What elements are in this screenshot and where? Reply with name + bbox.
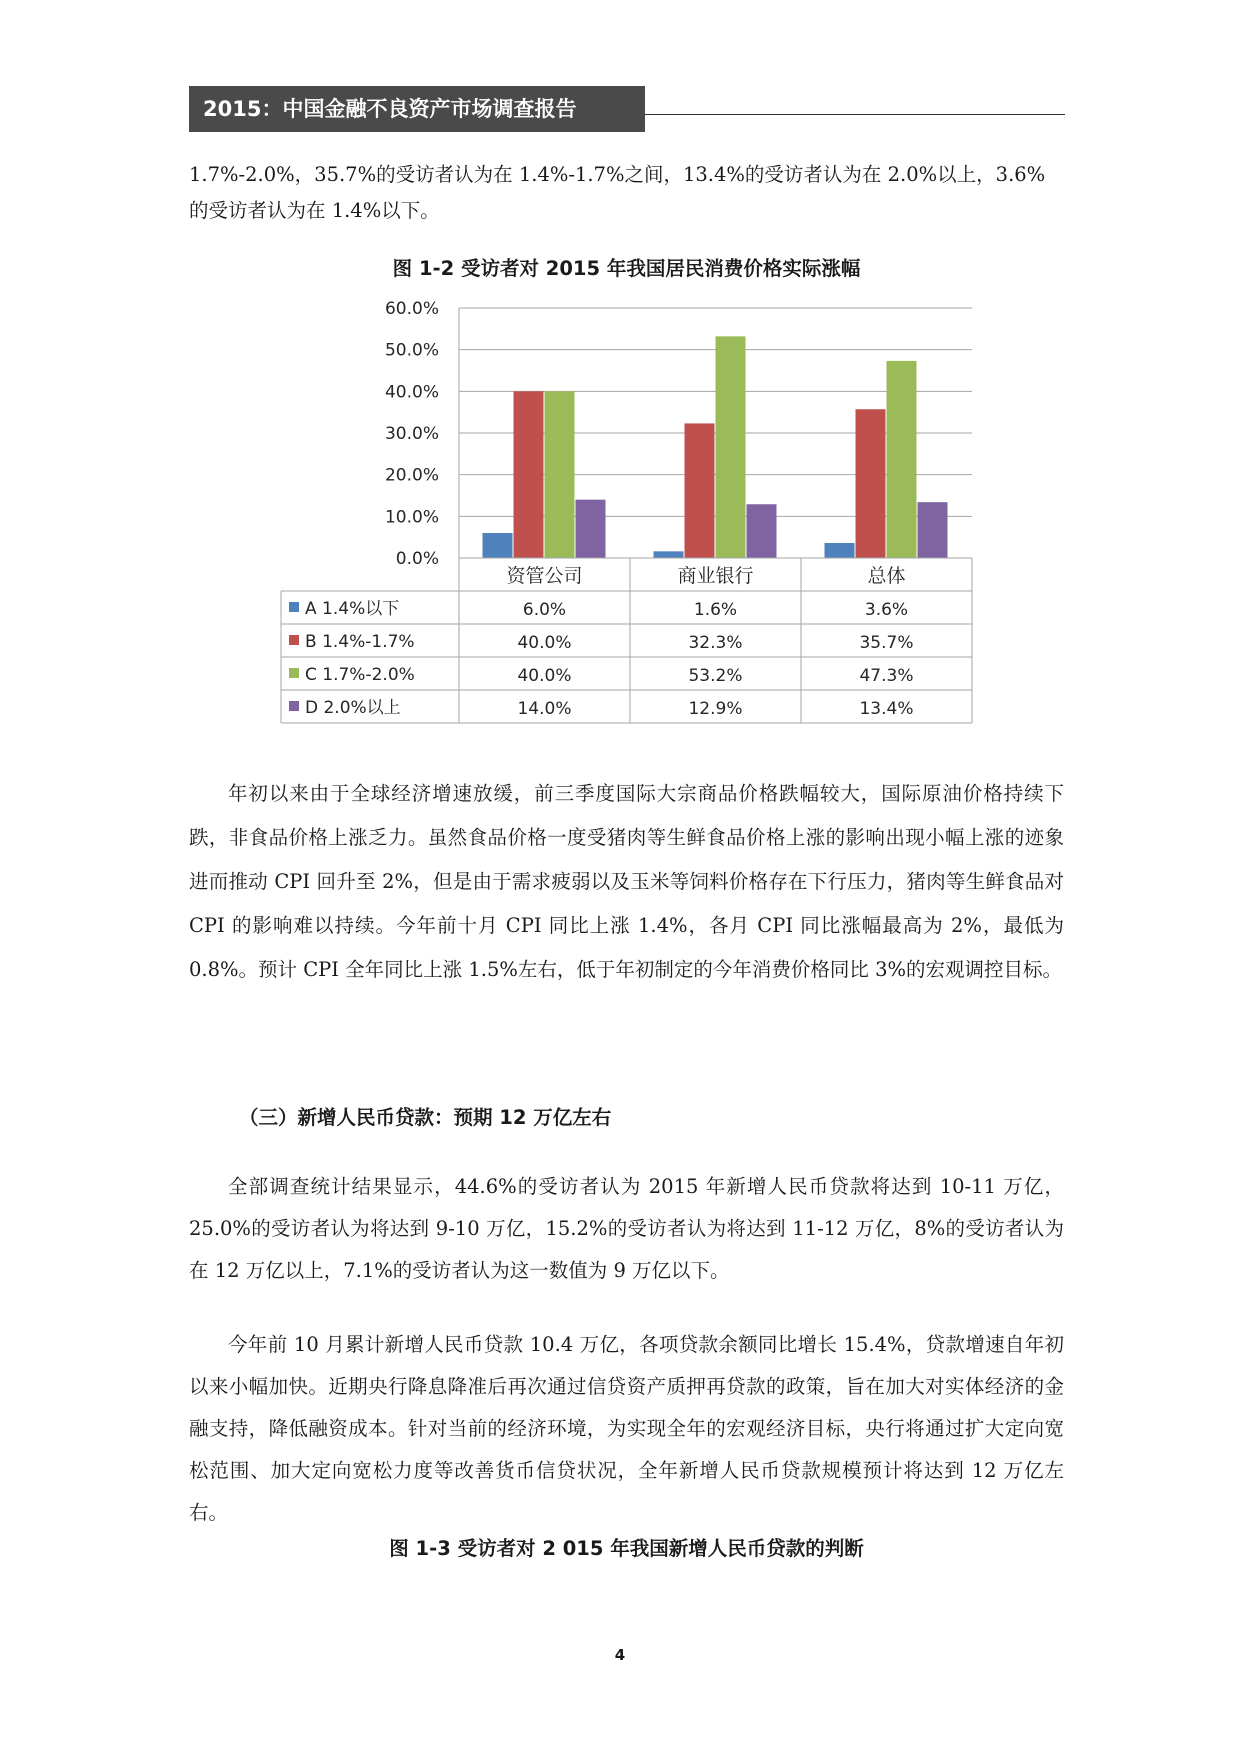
legend-swatch [289,701,299,711]
bar [654,551,684,558]
bar [483,533,513,558]
cpi-bar-chart [0,0,1240,760]
bar [685,423,715,558]
y-tick-label: 30.0% [384,424,439,444]
data-value-label: 35.7% [859,633,914,653]
data-value-label: 13.4% [859,699,914,719]
figure-1-3-caption: 图 1-3 受访者对 2 015 年我国新增人民币贷款的判断 [389,1537,864,1560]
data-value-label: 14.0% [517,699,572,719]
bar [825,543,855,558]
legend-swatch [289,635,299,645]
legend-swatch [289,602,299,612]
bar [545,391,575,558]
y-tick-label: 50.0% [384,340,439,361]
paragraph-continued-end: 的受访者认为在 1.4%以下。 [189,199,440,222]
bar [856,409,886,558]
legend-label: B 1.4%-1.7% [305,632,415,652]
data-value-label: 40.0% [517,666,572,686]
y-tick-label: 0.0% [395,549,439,569]
paragraph-loan-survey: 全部调查统计结果显示，44.6%的受访者认为 2015 年新增人民币贷款将达到 10-11 万亿，25.0%的受访者认为将达到 9-10 万亿，15.2%的受访者认为将达到 11-12 万亿，8%的受访者认为在 12 万亿以上，7.1%的受访者认为这一数值为 9 万亿以下。 [189,1175,1064,1282]
legend-label: D 2.0%以上 [305,698,401,718]
paragraph-loan-outlook: 今年前 10 月累计新增人民币贷款 10.4 万亿，各项贷款余额同比增长 15.4%，贷款增速自年初以来小幅加快。近期央行降息降准后再次通过信贷资产质押再贷款的政策，旨在加大对实体经济的金融支持，降低融资成本。针对当前的经济环境，为实现全年的宏观经济目标，央行将通过扩大定向宽松范围、加大定向宽松力度等改善货币信贷状况，全年新增人民币贷款规模预计将达到 12 万亿左右。 [189,1333,1064,1524]
bar [576,500,606,558]
y-tick-label: 40.0% [384,382,439,403]
legend-swatch [289,668,299,678]
data-value-label: 1.6% [693,600,738,620]
paragraph-continued-line: 1.7%-2.0%，35.7%的受访者认为在 1.4%-1.7%之间，13.4%的受访者认为在 2.0%以上，3.6% [189,163,1046,186]
y-tick-label: 60.0% [384,299,439,319]
data-value-label: 53.2% [688,666,743,686]
y-tick-label: 10.0% [384,507,439,528]
y-tick-label: 20.0% [384,465,439,486]
report-title-band: 2015：中国金融不良资产市场调查报告 [189,86,645,132]
bar [716,336,746,558]
bar [747,504,777,558]
data-value-label: 40.0% [517,633,572,653]
data-value-label: 3.6% [864,600,909,620]
category-label: 资管公司 [506,565,583,587]
legend-label: A 1.4%以下 [305,599,400,619]
bar [887,361,917,558]
bar [514,391,544,558]
category-label: 总体 [867,565,906,587]
bar [918,502,948,558]
section-3-heading: （三）新增人民币贷款：预期 12 万亿左右 [239,1106,612,1129]
paragraph-cpi-analysis: 年初以来由于全球经济增速放缓，前三季度国际大宗商品价格跌幅较大，国际原油价格持续下跌，非食品价格上涨乏力。虽然食品价格一度受猪肉等生鲜食品价格上涨的影响出现小幅上涨的迹象进而推动 CPI 回升至 2%，但是由于需求疲弱以及玉米等饲料价格存在下行压力，猪肉等生鲜食品对 CPI 的影响难以持续。今年前十月 CPI 同比上涨 1.4%，各月 CPI 同比涨幅最高为 2%，最低为 0.8%。预计 CPI 全年同比上涨 1.5%左右，低于年初制定的今年消费价格同比 3%的宏观调控目标。 [189,782,1064,981]
page-number: 4 [614,1646,626,1664]
data-value-label: 47.3% [859,666,914,686]
data-value-label: 12.9% [688,699,743,719]
legend-label: C 1.7%-2.0% [305,665,415,685]
data-value-label: 6.0% [522,600,567,620]
data-value-label: 32.3% [688,633,743,653]
category-label: 商业银行 [677,565,754,587]
figure-1-2-caption: 图 1-2 受访者对 2015 年我国居民消费价格实际涨幅 [392,257,861,280]
